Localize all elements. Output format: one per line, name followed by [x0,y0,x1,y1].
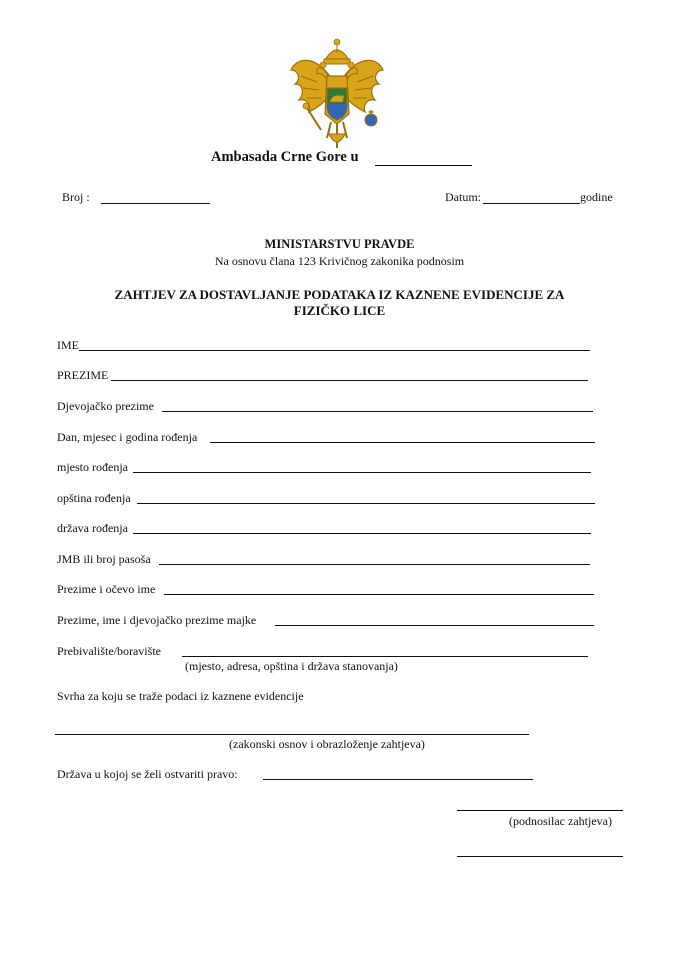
datum-label: Datum: [445,190,481,204]
broj-label: Broj : [62,190,90,204]
field-input-datum-rodjenja[interactable] [210,442,595,443]
purpose-hint: (zakonski osnov i obrazloženje zahtjeva) [229,737,425,751]
country-input[interactable] [263,779,533,780]
field-input-mjesto-rodjenja[interactable] [133,472,591,473]
field-input-ocevo-ime[interactable] [164,594,594,595]
crown-icon [324,39,350,64]
shield-icon [327,88,347,120]
field-label-opstina-rodjenja: opština rođenja [57,491,131,505]
country-label: Država u kojoj se želi ostvariti pravo: [57,767,238,781]
field-input-drzava-rodjenja[interactable] [133,533,591,534]
embassy-city-field[interactable] [375,165,472,166]
orb-icon [365,110,377,126]
field-input-majka[interactable] [275,625,594,626]
residence-hint: (mjesto, adresa, opština i država stanovanja) [185,659,398,673]
purpose-label: Svrha za koju se traže podaci iz kaznene evidencije [57,689,304,703]
field-label-jmb: JMB ili broj pasoša [57,552,151,566]
field-label-prezime: PREZIME [57,368,109,382]
field-input-ime[interactable] [79,350,590,351]
signature-date-line[interactable] [457,856,623,857]
request-title-line2: FIZIČKO LICE [293,303,386,318]
embassy-title: Ambasada Crne Gore u [211,149,359,165]
field-label-mjesto-rodjenja: mjesto rođenja [57,460,128,474]
signature-hint: (podnosilac zahtjeva) [509,814,612,828]
datum-field[interactable] [483,203,580,204]
coat-of-arms-emblem [287,38,387,150]
field-input-prebivaliste[interactable] [182,656,588,657]
field-input-opstina-rodjenja[interactable] [137,503,595,504]
request-title-line1: ZAHTJEV ZA DOSTAVLJANJE PODATAKA IZ KAZNENE EVIDENCIJE ZA [114,287,565,302]
field-label-prebivaliste: Prebivalište/boravište [57,644,161,658]
field-label-datum-rodjenja: Dan, mjesec i godina rođenja [57,430,198,444]
ministry-heading: MINISTARSTVU PRAVDE [264,237,415,251]
field-input-jmb[interactable] [159,564,590,565]
broj-field[interactable] [101,203,210,204]
field-label-drzava-rodjenja: država rođenja [57,521,128,535]
field-label-ocevo-ime: Prezime i očevo ime [57,582,156,596]
legal-basis-text: Na osnovu člana 123 Krivičnog zakonika podnosim [214,254,465,268]
godine-label: godine [580,190,613,204]
field-input-djevojacko-prezime[interactable] [162,411,593,412]
field-input-prezime[interactable] [111,380,588,381]
signature-line[interactable] [457,810,623,811]
field-label-ime: IME [57,338,79,352]
field-label-djevojacko-prezime: Djevojačko prezime [57,399,154,413]
purpose-input[interactable] [55,734,529,735]
field-label-majka: Prezime, ime i djevojačko prezime majke [57,613,257,627]
